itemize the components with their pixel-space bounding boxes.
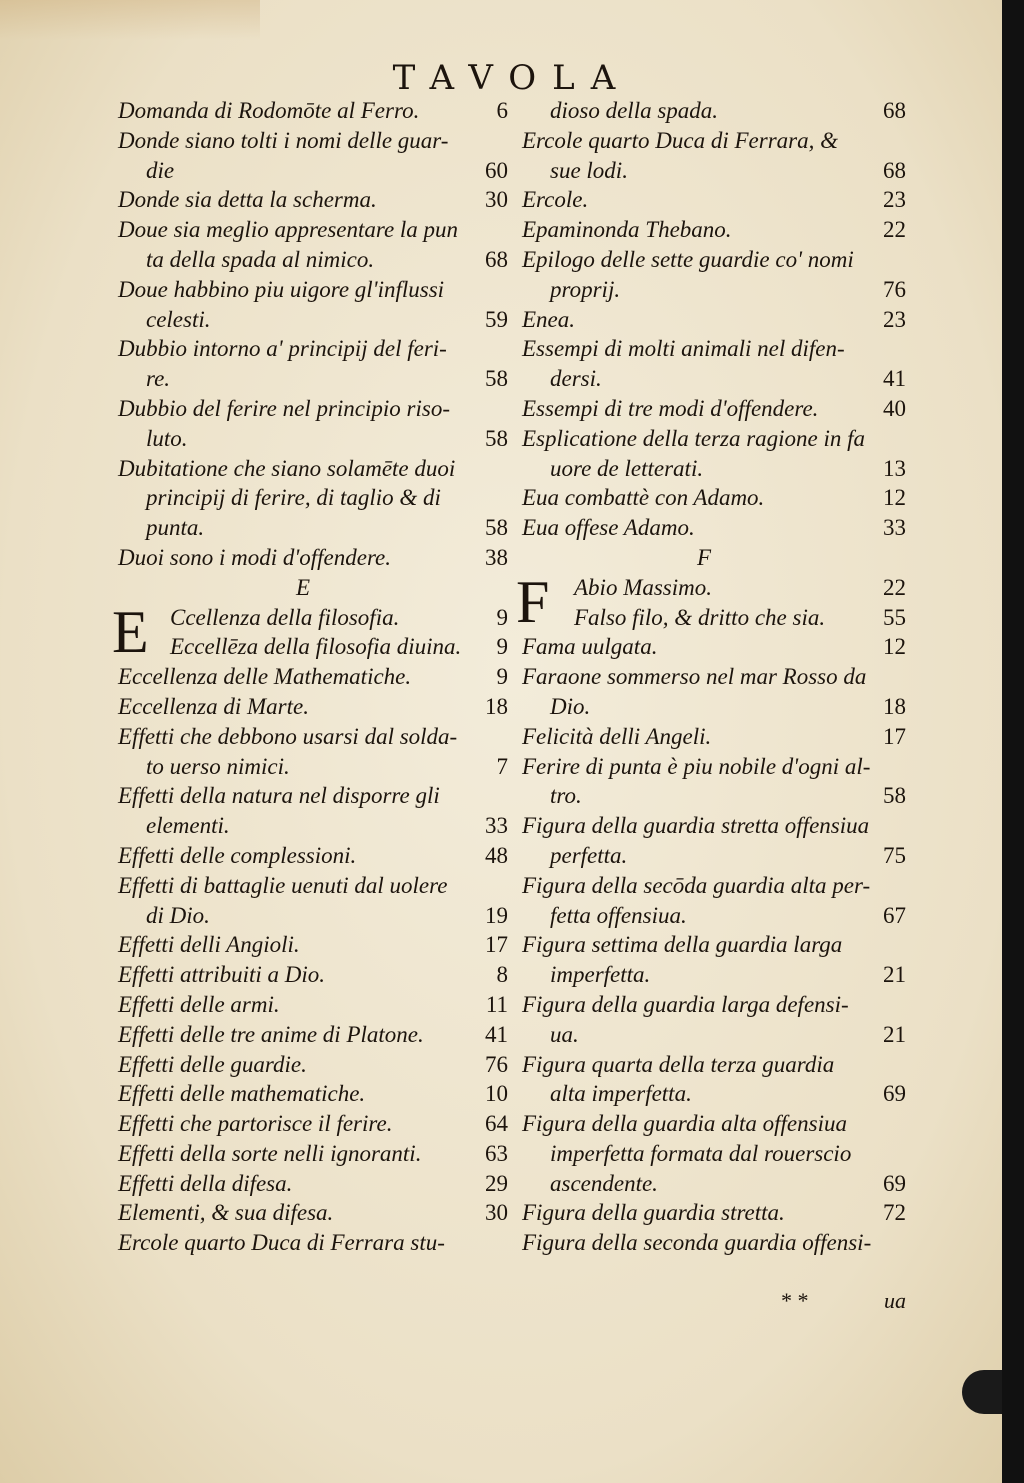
index-entry [118, 215, 508, 275]
page-number: 23 [883, 306, 906, 332]
entry-text: Effetti delle mathematiche. [118, 1081, 366, 1107]
entry-text: Effetti delli Angioli. [118, 932, 300, 958]
entry-text: Donde sia detta la scherma. [118, 187, 377, 213]
index-entry [522, 185, 906, 215]
entry-text: sue lodi. [550, 157, 628, 183]
page-number: 22 [883, 217, 906, 243]
entry-text: Epaminonda Thebano. [522, 217, 732, 243]
entry-text: Effetti che debbono usarsi dal solda- [118, 723, 458, 749]
page-number: 48 [485, 842, 508, 868]
drop-cap: F [516, 568, 550, 635]
entry-text: Epilogo delle sette guardie co' nomi [522, 246, 854, 272]
page-number: 33 [485, 813, 508, 839]
page-number: 12 [883, 634, 906, 660]
index-entry [118, 781, 508, 841]
entry-text: uore de letterati. [550, 455, 704, 481]
index-entry [118, 662, 508, 692]
entry-text: Figura della guardia stretta. [522, 1200, 785, 1226]
entry-text: proprij. [550, 276, 621, 302]
index-entry [118, 96, 508, 126]
drop-cap: E [112, 598, 149, 665]
paper-stain [0, 0, 260, 40]
page-number: 63 [485, 1140, 508, 1166]
entry-text: Essempi di tre modi d'offendere. [522, 395, 819, 421]
page-number: 11 [485, 991, 508, 1017]
entry-text: Effetti della sorte nelli ignoranti. [118, 1140, 422, 1166]
index-entry [118, 126, 508, 186]
index-entry [522, 603, 906, 633]
entry-text: luto. [146, 425, 188, 451]
page-number: 18 [485, 693, 508, 719]
index-entry [522, 126, 906, 186]
entry-text: die [146, 157, 175, 183]
entry-text: to uerso nimici. [146, 753, 290, 779]
entry-text: Essempi di molti animali nel difen- [522, 336, 845, 362]
entry-text: Figura della seconda guardia offensi- [522, 1230, 872, 1256]
page-number: 69 [883, 1081, 906, 1107]
page-number: 58 [883, 783, 906, 809]
index-entry [522, 930, 906, 990]
index-entry [118, 454, 508, 543]
entry-text: Eua combattè con Adamo. [522, 485, 765, 511]
page-number: 21 [883, 1021, 906, 1047]
entry-text: Abio Massimo. [574, 574, 712, 600]
entry-text: Donde siano tolti i nomi delle guar- [118, 127, 449, 153]
page-number: 30 [485, 187, 508, 213]
index-entry [118, 990, 508, 1020]
index-entry [118, 841, 508, 871]
entry-text: ascendente. [550, 1170, 658, 1196]
index-entry [522, 722, 906, 752]
page-number: 13 [883, 455, 906, 481]
page-number: 76 [883, 276, 906, 302]
index-entry [118, 394, 508, 454]
page-number: 10 [485, 1081, 508, 1107]
entry-text: Effetti delle armi. [118, 991, 280, 1017]
index-entry [118, 1169, 508, 1199]
entry-text: Effetti delle tre anime di Platone. [118, 1021, 424, 1047]
index-entry [118, 1079, 508, 1109]
index-entry [522, 245, 906, 305]
entry-text: Esplicatione della terza ragione in fa [522, 425, 866, 451]
page-number: 22 [883, 574, 906, 600]
entry-text: alta imperfetta. [550, 1081, 692, 1107]
page-number: 68 [883, 98, 906, 123]
index-entry [118, 1139, 508, 1169]
entry-text: imperfetta. [550, 962, 651, 988]
page-number: 68 [883, 157, 906, 183]
page-number: 9 [496, 604, 508, 630]
entry-text: di Dio. [146, 902, 210, 928]
index-entry [118, 1050, 508, 1080]
index-entry [118, 871, 508, 931]
page-number: 30 [485, 1200, 508, 1226]
entry-text: principij di ferire, di taglio & di [146, 485, 441, 511]
page-number: 23 [883, 187, 906, 213]
page-number: 17 [883, 723, 906, 749]
page-number: 21 [883, 962, 906, 988]
entry-text: punta. [146, 515, 205, 541]
entry-text: imperfetta formata dal rouerscio [550, 1140, 852, 1166]
index-entry [118, 185, 508, 215]
entry-text: Dio. [550, 693, 591, 719]
entry-text: Felicità delli Angeli. [522, 723, 712, 749]
signature-marks: * * [780, 1288, 808, 1313]
page-number: 33 [883, 515, 906, 541]
page-number: 9 [496, 664, 508, 690]
entry-text: Dubitatione che siano solamēte duoi [118, 455, 456, 481]
entry-text: Ercole quarto Duca di Ferrara, & [522, 127, 839, 153]
index-entry [522, 662, 906, 722]
entry-text: Fama uulgata. [522, 634, 658, 660]
entry-text: Enea. [522, 306, 576, 332]
entry-text: Figura quarta della terza guardia [522, 1051, 835, 1077]
entry-text: Figura della guardia larga defensi- [522, 991, 849, 1017]
section-letter: F [696, 544, 712, 570]
entry-text: fetta offensiua. [550, 902, 687, 928]
catchword-row [780, 1288, 906, 1314]
entry-text: Ercole quarto Duca di Ferrara stu- [118, 1230, 445, 1256]
entry-text: dioso della spada. [550, 98, 719, 123]
entry-text: Doue sia meglio appresentare la pun [118, 217, 459, 243]
index-entry [522, 96, 906, 126]
page-number: 8 [496, 962, 508, 988]
index-entry [118, 1109, 508, 1139]
index-column-right [516, 96, 906, 1258]
index-entry [522, 811, 906, 871]
entry-text: Eccellēza della filosofia diuina. [170, 634, 462, 660]
page-number: 55 [883, 604, 906, 630]
entry-text: ua. [550, 1021, 579, 1047]
page-title: TAVOLA [392, 58, 632, 98]
index-column-left [112, 96, 508, 1258]
entry-text: re. [146, 366, 171, 392]
entry-text: Eccellenza delle Mathematiche. [118, 664, 412, 690]
entry-text: Ccellenza della filosofia. [170, 604, 400, 630]
page-number: 12 [883, 485, 906, 511]
entry-text: Dubbio del ferire nel principio riso- [118, 395, 450, 421]
page-number: 18 [883, 693, 906, 719]
index-entry [118, 1228, 508, 1258]
page-number: 64 [485, 1111, 508, 1137]
entry-text: Figura della guardia alta offensiua [522, 1111, 847, 1137]
entry-text: Faraone sommerso nel mar Rosso da [522, 664, 867, 690]
index-entry [522, 513, 906, 543]
page-number: 60 [485, 157, 508, 183]
entry-text: Domanda di Rodomōte al Ferro. [118, 98, 420, 123]
page-number: 41 [883, 366, 906, 392]
page-number: 58 [485, 366, 508, 392]
page-number: 41 [485, 1021, 508, 1047]
index-entry [118, 632, 508, 662]
index-entry [522, 1198, 906, 1228]
index-entry [522, 305, 906, 335]
catchword: ua [884, 1288, 906, 1313]
entry-text: Effetti che partorisce il ferire. [118, 1111, 393, 1137]
entry-text: Duoi sono i modi d'offendere. [118, 544, 392, 570]
index-entry [118, 722, 508, 782]
entry-text: ta della spada al nimico. [146, 246, 375, 272]
index-entry [522, 752, 906, 812]
index-entry [118, 1198, 508, 1228]
entry-text: Ferire di punta è piu nobile d'ogni al- [522, 753, 871, 779]
page-number: 7 [496, 753, 508, 779]
entry-text: Figura settima della guardia larga [522, 932, 843, 958]
index-entry [522, 871, 906, 931]
page-number: 72 [883, 1200, 906, 1226]
page-number: 40 [883, 395, 906, 421]
index-entry [118, 692, 508, 722]
entry-text: Effetti delle guardie. [118, 1051, 307, 1077]
index-entry [118, 543, 508, 573]
bookmark-ribbon [962, 1370, 1002, 1414]
index-entry [522, 1109, 906, 1198]
entry-text: Figura della secōda guardia alta per- [522, 872, 871, 898]
index-entry [118, 334, 508, 394]
index-entry [522, 394, 906, 424]
index-entry [522, 215, 906, 245]
page-number: 68 [485, 246, 508, 272]
index-entry [522, 990, 906, 1050]
page-number: 58 [485, 515, 508, 541]
page-number: 75 [883, 842, 906, 868]
entry-text: Doue habbino piu uigore gl'influssi [118, 276, 445, 302]
index-entry [522, 334, 906, 394]
index-entry [118, 275, 508, 335]
index-entry [522, 632, 906, 662]
entry-text: Effetti di battaglie uenuti dal uolere [118, 872, 448, 898]
entry-text: Elementi, & sua difesa. [118, 1200, 334, 1226]
entry-text: Effetti della natura nel disporre gli [118, 783, 440, 809]
entry-text: Effetti delle complessioni. [118, 842, 357, 868]
entry-text: Figura della guardia stretta offensiua [522, 813, 870, 839]
page-number: 76 [485, 1051, 508, 1077]
page-number: 9 [496, 634, 508, 660]
page-number: 69 [883, 1170, 906, 1196]
entry-text: Eccellenza di Marte. [118, 693, 309, 719]
section-letter: E [295, 574, 311, 600]
entry-text: tro. [550, 783, 582, 809]
entry-text: Ercole. [522, 187, 589, 213]
scan-edge [1002, 0, 1024, 1483]
page-number: 6 [496, 98, 508, 123]
entry-text: Dubbio intorno a' principij del feri- [118, 336, 447, 362]
entry-text: Eua offese Adamo. [522, 515, 695, 541]
page-number: 67 [883, 902, 906, 928]
entry-text: elementi. [146, 813, 230, 839]
page-number: 29 [485, 1170, 508, 1196]
index-entry [522, 483, 906, 513]
entry-text: Effetti attribuiti a Dio. [118, 962, 325, 988]
entry-text: Falso filo, & dritto che sia. [574, 604, 826, 630]
page-number: 19 [485, 902, 508, 928]
index-entry [522, 1228, 906, 1258]
page-number: 58 [485, 425, 508, 451]
entry-text: Effetti della difesa. [118, 1170, 293, 1196]
index-entry [522, 424, 906, 484]
page-number: 17 [485, 932, 508, 958]
entry-text: celesti. [146, 306, 211, 332]
entry-text: dersi. [550, 366, 602, 392]
index-entry [118, 1020, 508, 1050]
entry-text: perfetta. [550, 842, 628, 868]
index-entry [522, 1050, 906, 1110]
page-number: 38 [485, 544, 508, 570]
index-entry [118, 960, 508, 990]
page-number: 59 [485, 306, 508, 332]
index-entry [118, 930, 508, 960]
